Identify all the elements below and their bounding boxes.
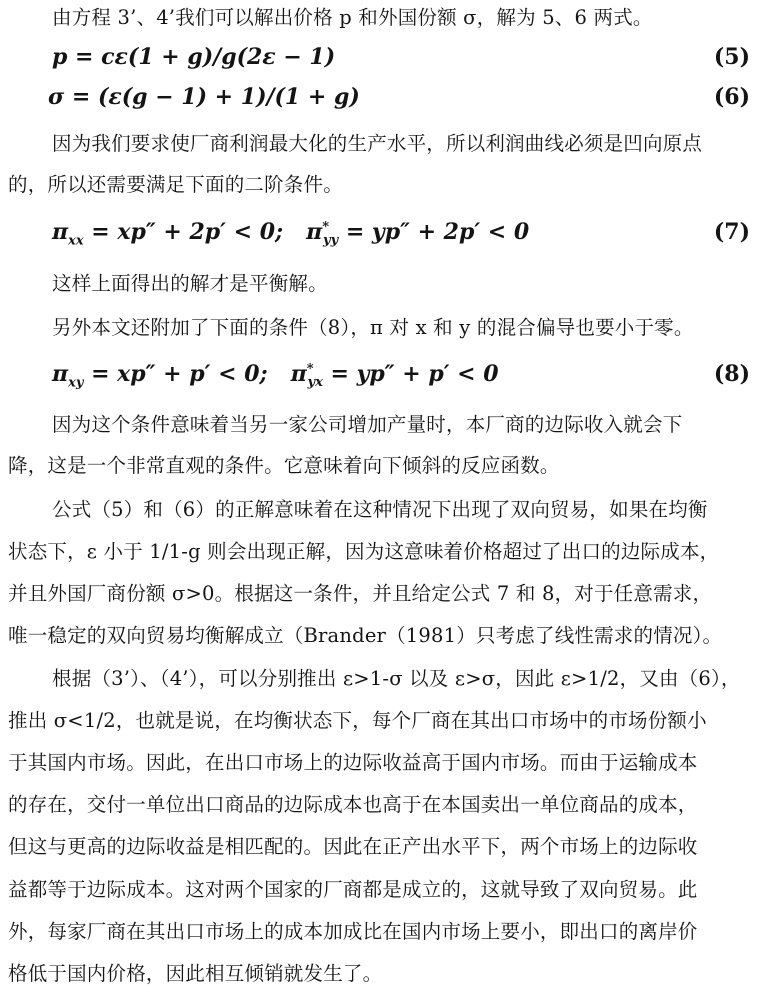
pi-symbol: π (290, 361, 307, 387)
pi-symbol: π (52, 361, 69, 387)
paragraph-line: 并且外国厂商份额 σ>0。根据这一条件，并且给定公式 7 和 8，对于任意需求， (8, 582, 713, 605)
superscript: * (322, 219, 330, 235)
equation-expression (52, 219, 529, 248)
paragraph-line: 唯一稳定的双向贸易均衡解成立（Brander（1981）只考虑了线性需求的情况）。 (8, 624, 723, 647)
paragraph-line: 由方程 3’、4’我们可以解出价格 p 和外国份额 σ，解为 5、6 两式。 (52, 6, 653, 29)
equation-6 (0, 84, 774, 118)
paragraph-line: 公式（5）和（6）的正解意味着在这种情况下出现了双向贸易，如果在均衡 (52, 498, 708, 521)
equation-7 (0, 219, 774, 253)
expression-part: = yp″ + p′ < 0 (322, 361, 499, 387)
equation-number: (5) (713, 44, 750, 70)
paragraph-line: 另外本文还附加了下面的条件（8），π 对 x 和 y 的混合偏导也要小于零。 (52, 316, 694, 339)
pi-symbol: π (306, 219, 323, 245)
paragraph-line: 根据（3’）、（4’），可以分别推出 ε>1-σ 以及 ε>σ，因此 ε>1/2，又由（6）， (52, 667, 741, 690)
expression-part: = xp″ + 2p′ < 0; (83, 219, 284, 245)
paragraph-line: 外，每家厂商在其出口市场上的成本加成比在国内市场上要小，即出口的离岸价 (8, 920, 698, 943)
equation-8 (0, 361, 774, 395)
subscript: xx (68, 233, 84, 249)
equation-expression: p = cε(1 + g)/g(2ε − 1) (52, 44, 336, 70)
equation-expression: σ = (ε(g − 1) + 1)/(1 + g) (48, 84, 360, 110)
subscript: yy (323, 233, 339, 249)
paragraph-line: 这样上面得出的解才是平衡解。 (52, 272, 328, 295)
paragraph-line: 格低于国内价格，因此相互倾销就发生了。 (8, 962, 383, 985)
equation-number: (8) (713, 361, 750, 387)
paragraph-line: 但这与更高的边际收益是相匹配的。因此在正产出水平下，两个市场上的边际收 (8, 835, 698, 858)
pi-symbol: π (52, 219, 69, 245)
subscript: xy (68, 375, 84, 391)
paragraph-line: 因为我们要求使厂商利润最大化的生产水平，所以利润曲线必须是凹向原点 (52, 132, 703, 155)
paragraph-line: 因为这个条件意味着当另一家公司增加产量时，本厂商的边际收入就会下 (52, 413, 683, 436)
paragraph-line: 的，所以还需要满足下面的二阶条件。 (8, 173, 343, 196)
paragraph-line: 的存在，交付一单位出口商品的边际成本也高于在本国卖出一单位商品的成本， (8, 793, 698, 816)
paragraph-line: 益都等于边际成本。这对两个国家的厂商都是成立的，这就导致了双向贸易。此 (8, 878, 698, 901)
superscript: * (306, 361, 314, 377)
equation-number: (6) (713, 84, 750, 110)
expression-part: = yp″ + 2p′ < 0 (338, 219, 530, 245)
equation-5 (0, 44, 774, 78)
paragraph-line: 状态下，ε 小于 1/1-g 则会出现正解，因为这意味着价格超过了出口的边际成本， (8, 540, 720, 563)
subscript: yx (307, 375, 323, 391)
expression-part: = xp″ + p′ < 0; (83, 361, 268, 387)
paragraph-line: 于其国内市场。因此，在出口市场上的边际收益高于国内市场。而由于运输成本 (8, 751, 698, 774)
equation-number: (7) (713, 219, 750, 245)
paragraph-line: 降，这是一个非常直观的条件。它意味着向下倾斜的反应函数。 (8, 454, 560, 477)
equation-expression (52, 361, 499, 390)
paragraph-line: 推出 σ<1/2，也就是说，在均衡状态下，每个厂商在其出口市场中的市场份额小 (8, 709, 707, 732)
